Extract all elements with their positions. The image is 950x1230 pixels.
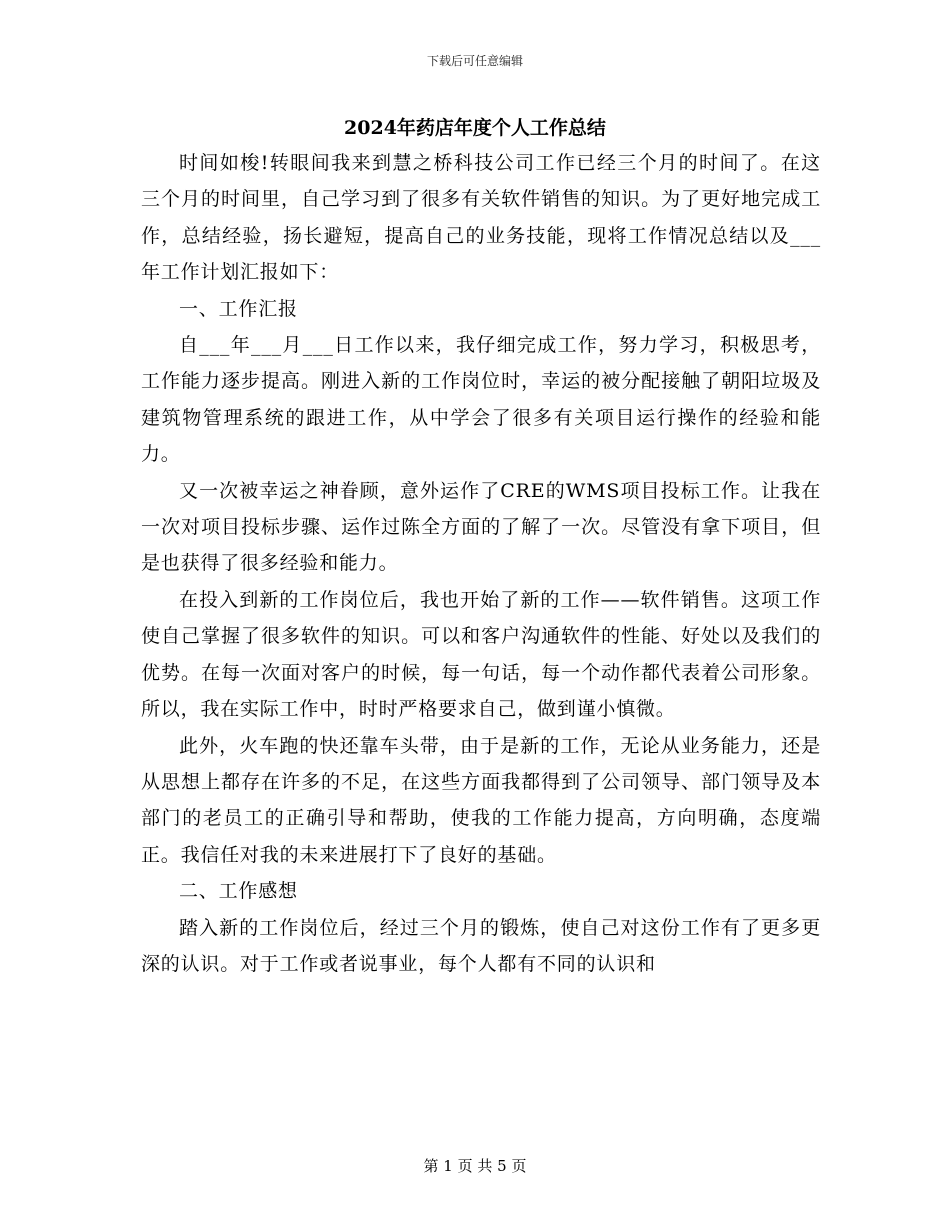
header-note: 下载后可任意编辑 (426, 54, 523, 68)
document-body (141, 145, 821, 982)
paragraph: 踏入新的工作岗位后，经过三个月的锻炼，使自己对这份工作有了更多更深的认识。对于工作或者说事业，每个人都有不同的认识和 (141, 916, 821, 975)
paragraph: 在投入到新的工作岗位后，我也开始了新的工作——软件销售。这项工作使自己掌握了很多软件的知识。可以和客户沟通软件的性能、好处以及我们的优势。在每一次面对客户的时候，每一句话，每一个动作都代表着公司形象。所以，我在实际工作中，时时严格要求自己，做到谨小慎微。 (141, 588, 821, 721)
section-heading-work-report: 一、工作汇报 (179, 297, 298, 320)
page-number-footer: 第 1 页 共 5 页 (423, 1157, 527, 1175)
paragraph: 自___年___月___日工作以来，我仔细完成工作，努力学习，积极思考，工作能力逐步提高。刚进入新的工作岗位时，幸运的被分配接触了朝阳垃圾及建筑物管理系统的跟进工作，从中学会了很多有关项目运行操作的经验和能力。 (141, 334, 821, 466)
paragraph: 又一次被幸运之神眷顾，意外运作了CRE的WMS项目投标工作。让我在一次对项目投标步骤、运作过陈全方面的了解了一次。尽管没有拿下项目，但是也获得了很多经验和能力。 (141, 479, 821, 575)
section-heading-work-reflection: 二、工作感想 (179, 880, 298, 903)
document-title: 2024年药店年度个人工作总结 (344, 117, 606, 139)
paragraph-intro: 时间如梭!转眼间我来到慧之桥科技公司工作已经三个月的时间了。在这三个月的时间里，自己学习到了很多有关软件销售的知识。为了更好地完成工作，总结经验，扬长避短，提高自己的业务技能，现将工作情况总结以及___年工作计划汇报如下： (141, 152, 821, 284)
paragraph: 此外，火车跑的快还靠车头带，由于是新的工作，无论从业务能力，还是从思想上都存在许多的不足，在这些方面我都得到了公司领导、部门领导及本部门的老员工的正确引导和帮助，使我的工作能力提高，方向明确，态度端正。我信任对我的未来进展打下了良好的基础。 (141, 734, 821, 866)
